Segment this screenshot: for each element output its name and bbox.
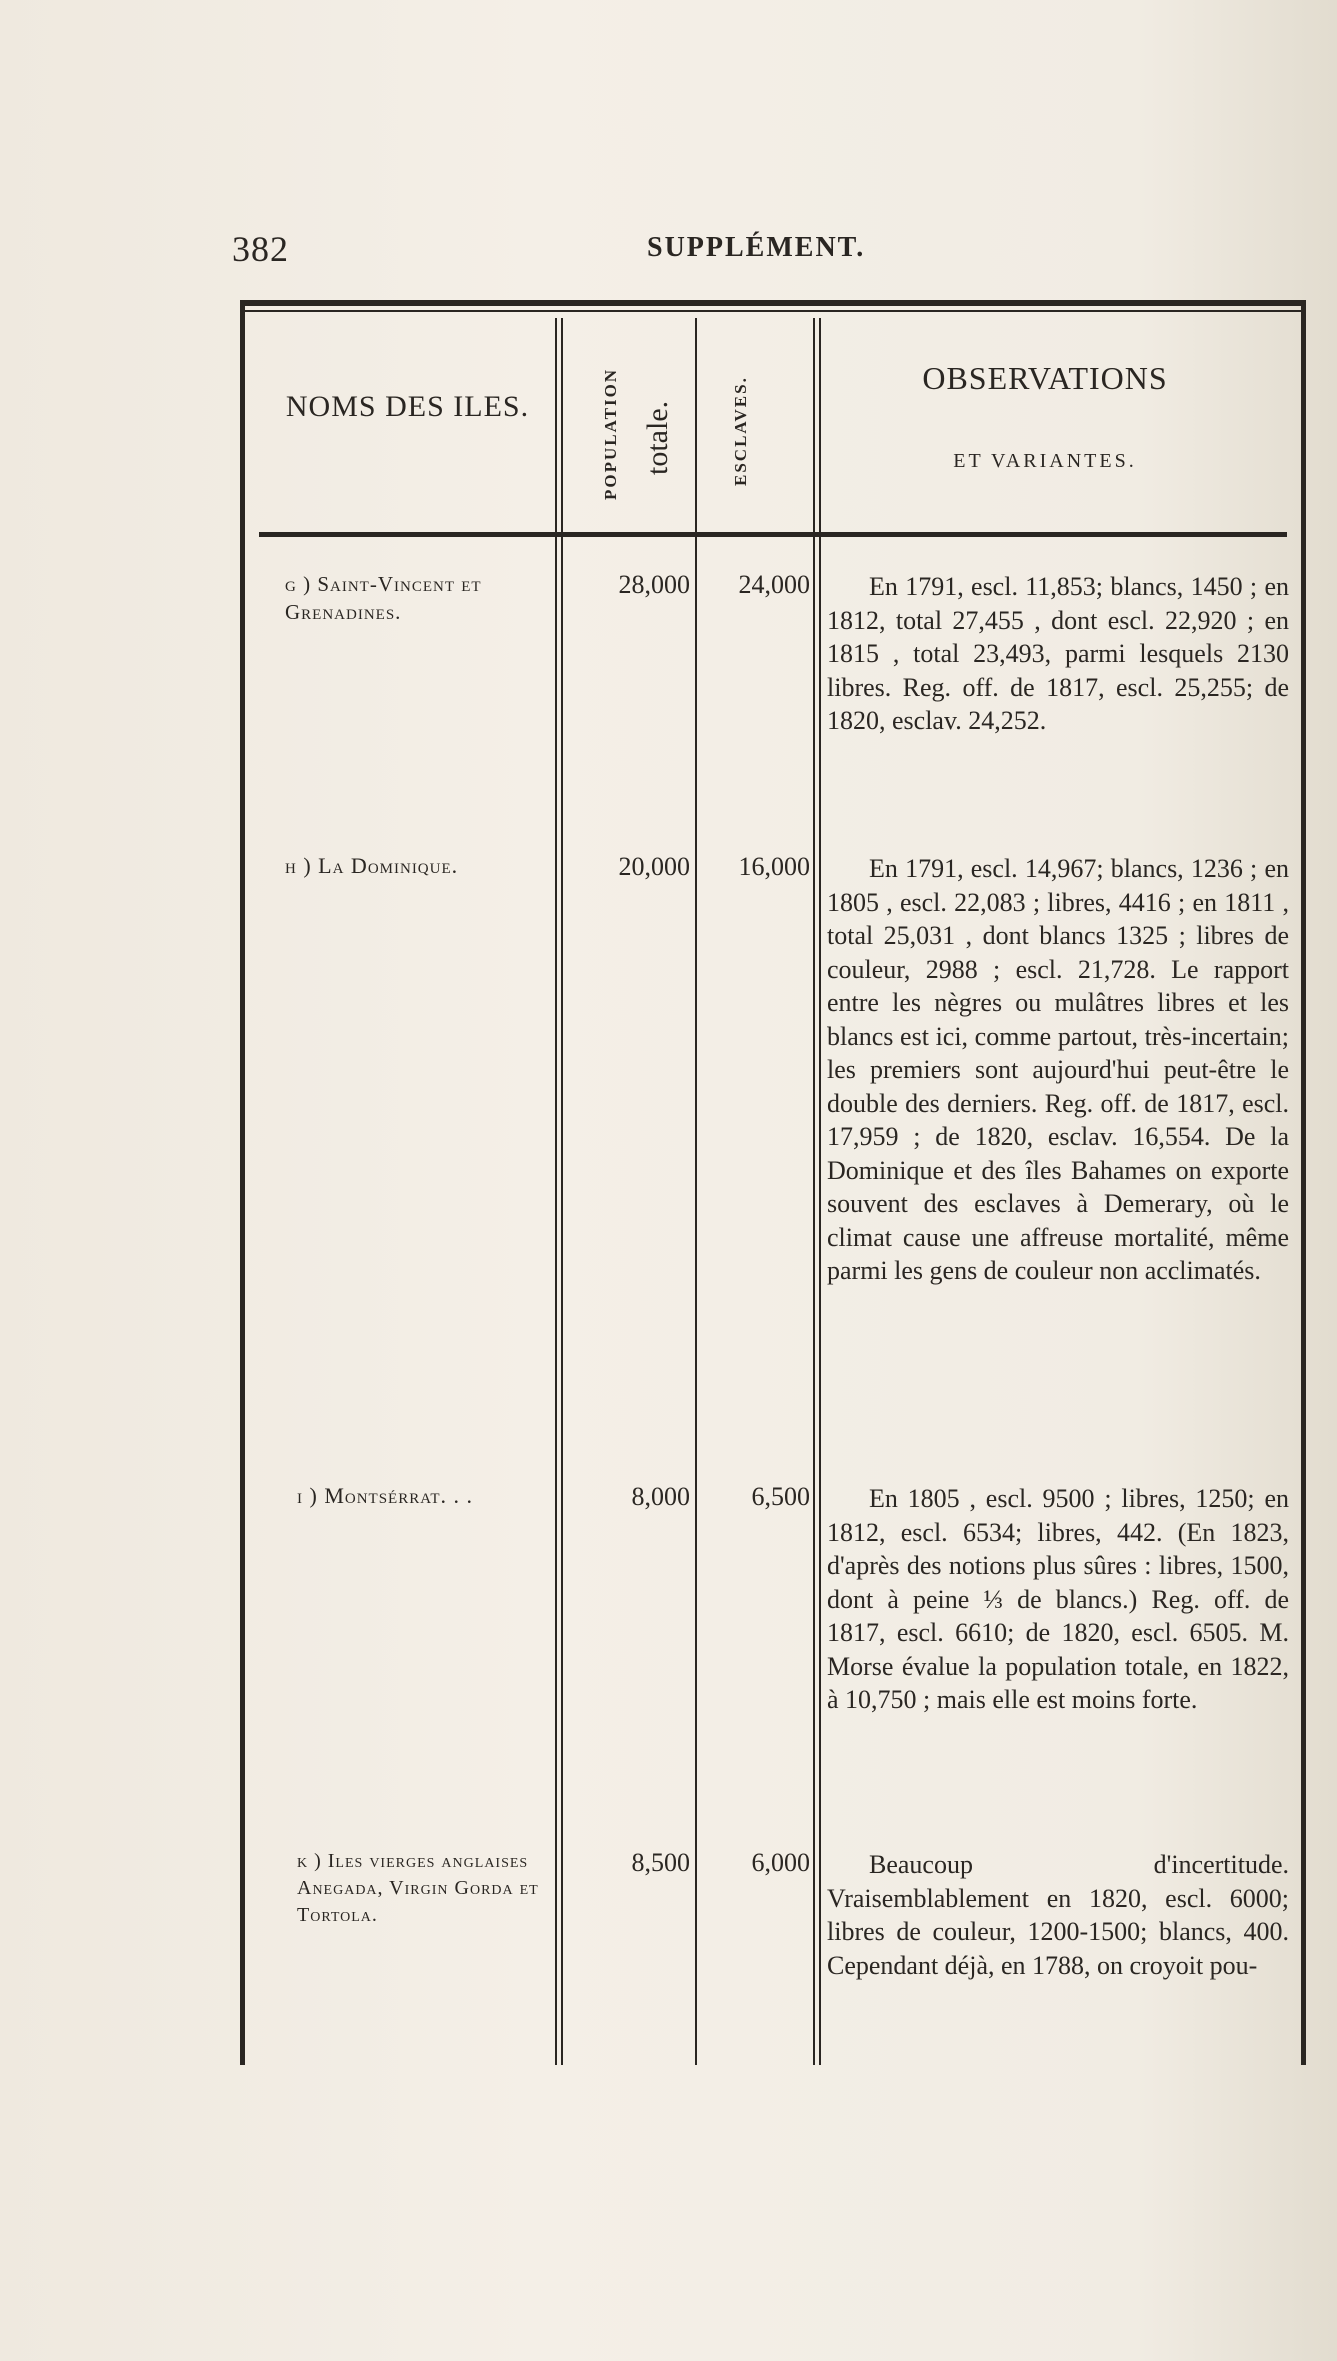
- island-name: i ) Montsérrat. . .: [297, 1483, 474, 1508]
- column-header-observations: OBSERVATIONS: [922, 360, 1168, 396]
- islands-table: [240, 300, 1306, 2065]
- island-name: k ) Iles vierges anglaises Anegada, Virgin Gorda et Tortola.: [297, 1850, 539, 1926]
- observations-text: En 1791, escl. 14,967; blancs, 1236 ; en 1805 , escl. 22,083 ; libres, 4416 ; en 1811 , total 25,031 , dont blancs 1325 ; libres de couleur, 2988 ; escl. 21,728. Le rapport entre les nègres ou mulâtres libres et les blancs est ici, comme partout, très-incertain; les premiers sont aujourd'hui peut-être le double des derniers. Reg. off. de 1817, escl. 17,959 ; de 1820, esclav. 16,554. De la Dominique et des îles Bahames on exporte souvent des esclaves à Demerary, où le climat cause une affreuse mortalité, même parmi les gens de couleur non acclimatés.: [827, 854, 1289, 1285]
- observations-text: En 1791, escl. 11,853; blancs, 1450 ; en 1812, total 27,455 , dont escl. 22,920 ; en 1815 , total 23,493, parmi lesquels 2130 libres. Reg. off. de 1817, escl. 25,255; de 1820, esclav. 24,252.: [827, 572, 1289, 735]
- esclaves-value: 16,000: [738, 852, 810, 881]
- table-top-rule-thin: [245, 310, 1301, 312]
- table-header-rule: [259, 532, 1287, 537]
- esclaves-value: 24,000: [738, 570, 810, 599]
- page-number: 382: [232, 229, 289, 269]
- column-header-esclaves: ESCLAVES.: [731, 376, 750, 486]
- observations-text: En 1805 , escl. 9500 ; libres, 1250; en 1812, escl. 6534; libres, 442. (En 1823, d'après des notions plus sûres : libres, 1500, dont à peine ⅓ de blancs.) Reg. off. de 1817, escl. 6610; de 1820, escl. 6505. M. Morse évalue la population totale, en 1822, à 10,750 ; mais elle est moins forte.: [827, 1484, 1289, 1714]
- table-top-rule: [245, 300, 1301, 306]
- column-divider: [695, 318, 697, 2065]
- column-header-names: NOMS DES ILES.: [285, 390, 530, 423]
- population-value: 8,500: [631, 1848, 690, 1877]
- esclaves-value: 6,500: [751, 1482, 810, 1511]
- island-name: h ) La Dominique.: [285, 853, 459, 878]
- column-divider: [813, 318, 815, 2065]
- esclaves-value: 6,000: [751, 1848, 810, 1877]
- observations-text: Beaucoup d'incertitude. Vraisemblablement en 1820, escl. 6000; libres de couleur, 1200-1500; blancs, 400. Cependant déjà, en 1788, on croyoit pou-: [827, 1850, 1289, 1980]
- column-header-population-total: totale.: [641, 400, 674, 475]
- column-header-population: POPULATION: [601, 367, 620, 500]
- population-value: 28,000: [618, 570, 690, 599]
- running-title: SUPPLÉMENT.: [647, 232, 866, 263]
- column-header-variantes: ET VARIANTES.: [953, 450, 1137, 472]
- column-divider: [555, 318, 557, 2065]
- population-value: 20,000: [618, 852, 690, 881]
- island-name: g ) Saint-Vincent et Grenadines.: [285, 572, 482, 624]
- population-value: 8,000: [631, 1482, 690, 1511]
